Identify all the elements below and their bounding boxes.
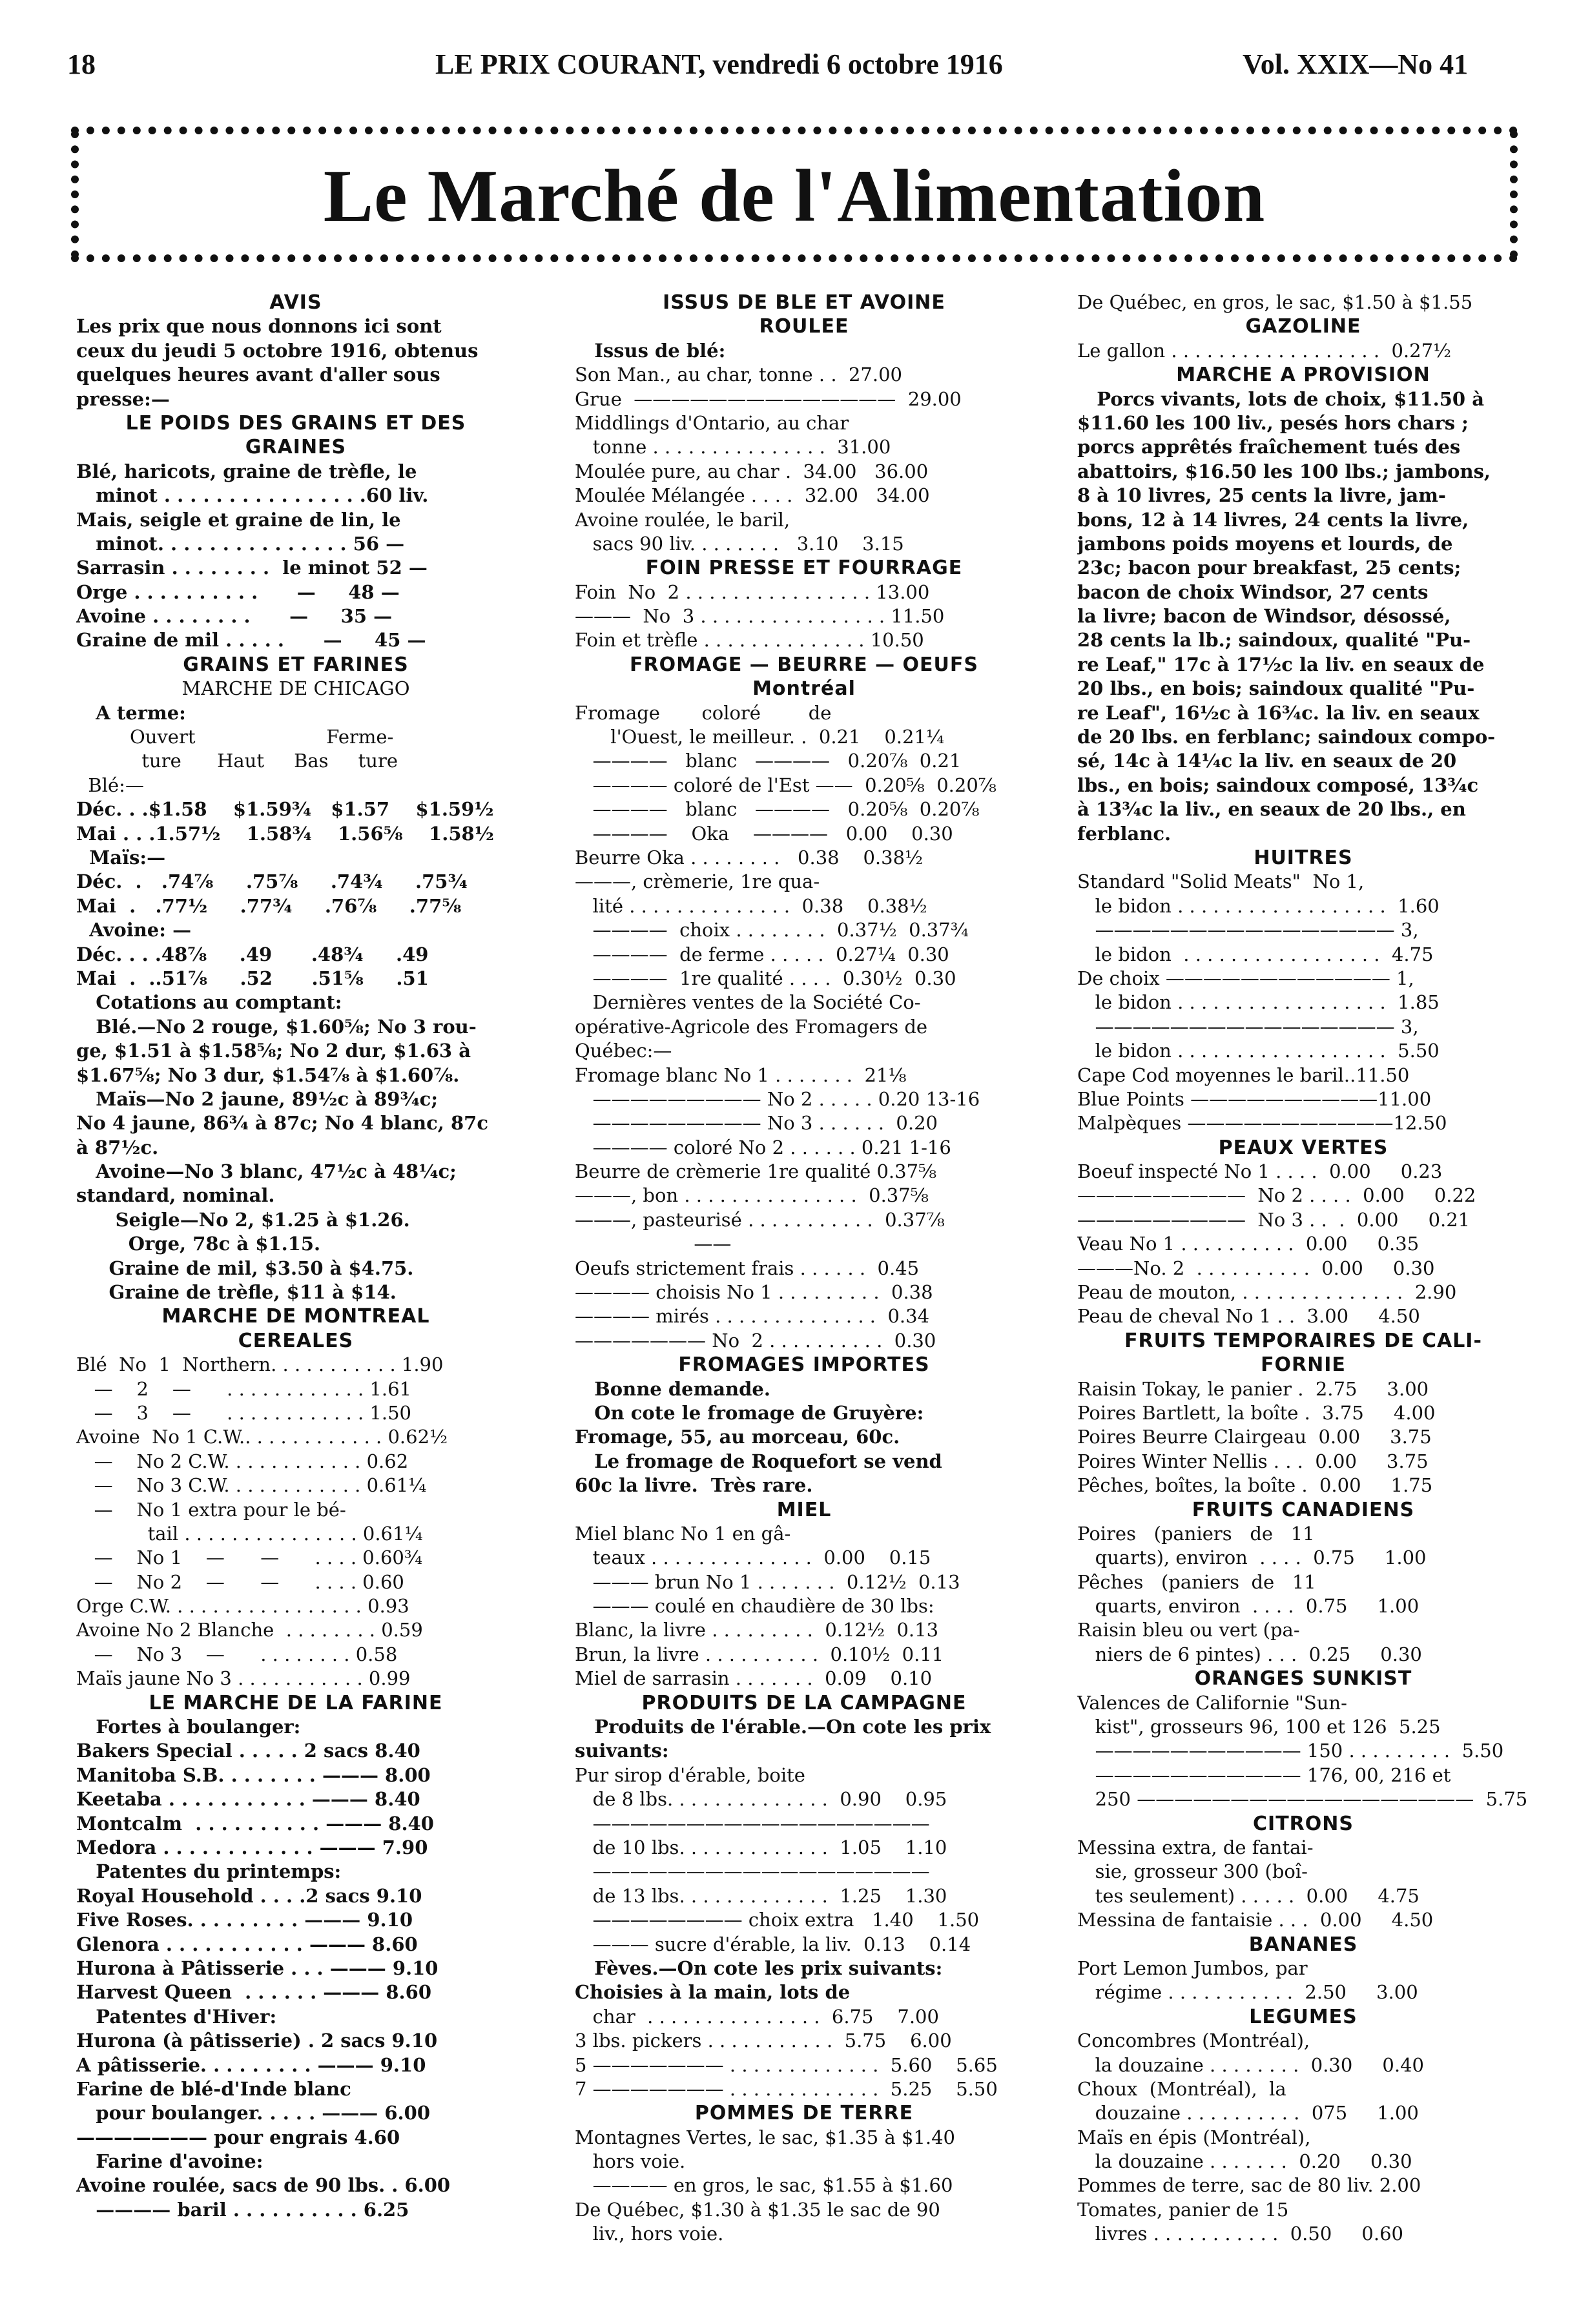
text-line: Orge, 78c à $1.15.: [76, 1233, 321, 1255]
text-line: tes seulement) . . . . . 0.00 4.75: [1077, 1884, 1420, 1907]
text-line: de 8 lbs. . . . . . . . . . . . . . 0.90 0.95: [575, 1788, 947, 1811]
text-line: No 4 jaune, 86¾ à 87c; No 4 blanc, 87c: [76, 1112, 488, 1135]
text-line: MARCHE DE CHICAGO: [181, 677, 410, 700]
text-line: ——————— pour engrais 4.60: [76, 2126, 400, 2148]
text-line: ——— sucre d'érable, la liv. 0.13 0.14: [575, 1933, 971, 1955]
section-heading: ROULEE: [759, 315, 849, 338]
section-heading: PRODUITS DE LA CAMPAGNE: [641, 1691, 967, 1714]
section-heading: LEGUMES: [1249, 2005, 1358, 2028]
text-line: Tomates, panier de 15: [1077, 2198, 1289, 2221]
text-line: Avoine No 2 Blanche . . . . . . . . 0.59: [76, 1619, 423, 1641]
text-line: Issus de blé:: [575, 339, 726, 362]
text-line: ————————— No 3 . . . 0.00 0.21: [1077, 1208, 1471, 1231]
section-heading: LE MARCHE DE LA FARINE: [149, 1691, 443, 1714]
text-line: ture Haut Bas ture: [76, 750, 398, 772]
text-line: Concombres (Montréal),: [1077, 2030, 1310, 2052]
text-line: Mai . . .1.57½ 1.58¾ 1.56⅝ 1.58½: [76, 822, 494, 845]
text-line: Avoine No 1 C.W.. . . . . . . . . . . . 0.62½: [76, 1426, 448, 1448]
text-line: presse:—: [76, 387, 170, 410]
text-line: Fromage coloré de: [575, 701, 832, 724]
text-line: Poires Beurre Clairgeau 0.00 3.75: [1077, 1426, 1432, 1448]
text-line: ——: [575, 1233, 732, 1255]
text-line: Mais, seigle et graine de lin, le: [76, 508, 401, 531]
text-line: De Québec, $1.30 à $1.35 le sac de 90: [575, 2198, 940, 2221]
text-line: Choisies à la main, lots de: [575, 1981, 851, 2004]
text-line: ——— brun No 1 . . . . . . . 0.12½ 0.13: [575, 1570, 960, 1593]
text-line: Foin No 2 . . . . . . . . . . . . . . . . 13.00: [575, 581, 930, 603]
text-line: ———— coloré No 2 . . . . . . 0.21 1-16: [575, 1136, 951, 1158]
text-line: Grue —————————————— 29.00: [575, 387, 962, 410]
text-line: ferblanc.: [1077, 822, 1172, 845]
text-line: Farine de blé-d'Inde blanc: [76, 2077, 351, 2100]
text-line: Graine de mil, $3.50 à $4.75.: [76, 1257, 414, 1279]
text-line: ——————————— 150 . . . . . . . . . 5.50: [1077, 1740, 1504, 1762]
text-line: la douzaine . . . . . . . . 0.30 0.40: [1077, 2053, 1424, 2076]
text-line: Hurona à Pâtisserie . . . ——— 9.10: [76, 1957, 439, 1979]
text-line: Fortes à boulanger:: [76, 1716, 301, 1738]
text-line: bacon de choix Windsor, 27 cents: [1077, 581, 1429, 603]
text-line: Peau de mouton, . . . . . . . . . . . . . . 2.90: [1077, 1281, 1457, 1304]
text-line: $11.60 les 100 liv., pesés hors chars ;: [1077, 411, 1469, 434]
text-line: de 20 lbs. en ferblanc; saindoux compo-: [1077, 726, 1496, 748]
text-line: Foin et trèfle . . . . . . . . . . . . . . 10.50: [575, 629, 924, 652]
text-line: Middlings d'Ontario, au char: [575, 411, 849, 434]
text-line: Cotations au comptant:: [76, 991, 342, 1014]
text-line: Blanc, la livre . . . . . . . . . 0.12½ 0.13: [575, 1619, 939, 1641]
text-line: ——————— No 2 . . . . . . . . . . 0.30: [575, 1329, 936, 1352]
text-line: Patentes d'Hiver:: [76, 2005, 277, 2028]
text-line: Blue Points ——————————11.00: [1077, 1087, 1432, 1110]
text-line: le bidon . . . . . . . . . . . . . . . . . 4.75: [1077, 943, 1434, 965]
column-3: [1077, 291, 1529, 2247]
text-line: sé, 14c à 14¼c la liv. en seaux de 20: [1077, 750, 1457, 772]
text-line: ———— blanc ———— 0.20⅝ 0.20⅞: [575, 798, 980, 821]
section-heading: MARCHE A PROVISION: [1176, 364, 1430, 387]
text-line: Moulée Mélangée . . . . 32.00 34.00: [575, 484, 930, 507]
volume-number: Vol. XXIX—No 41: [1243, 48, 1469, 80]
text-line: sacs 90 liv. . . . . . . . 3.10 3.15: [575, 532, 904, 555]
running-header: [67, 48, 1538, 80]
section-heading: FRUITS TEMPORAIRES DE CALI-: [1124, 1329, 1482, 1352]
text-line: — 2 — . . . . . . . . . . . . 1.61: [76, 1377, 411, 1400]
section-heading: MIEL: [776, 1498, 832, 1521]
text-line: ———— mirés . . . . . . . . . . . . . . 0.34: [575, 1305, 930, 1328]
text-line: Pêches, boîtes, la boîte . 0.00 1.75: [1077, 1474, 1433, 1497]
text-line: Valences de Californie "Sun-: [1077, 1691, 1347, 1714]
text-line: 20 lbs., en bois; saindoux qualité "Pu-: [1077, 677, 1475, 700]
text-line: régime . . . . . . . . . . . 2.50 3.00: [1077, 1981, 1418, 2004]
section-heading: ORANGES SUNKIST: [1194, 1667, 1412, 1691]
section-heading: POMMES DE TERRE: [694, 2102, 914, 2125]
text-line: minot. . . . . . . . . . . . . . . 56 —: [76, 532, 405, 555]
text-line: char . . . . . . . . . . . . . . . 6.75 7.00: [575, 2005, 939, 2028]
text-line: Blé No 1 Northern. . . . . . . . . . . 1.90: [76, 1353, 444, 1376]
text-line: Standard "Solid Meats" No 1,: [1077, 870, 1365, 893]
text-line: 250 —————————————————— 5.75: [1077, 1788, 1528, 1811]
text-line: Messina de fantaisie . . . 0.00 4.50: [1077, 1909, 1434, 1931]
text-line: minot . . . . . . . . . . . . . . . .60 liv.: [76, 484, 429, 507]
text-line: standard, nominal.: [76, 1184, 275, 1207]
text-line: niers de 6 pintes) . . . 0.25 0.30: [1077, 1643, 1422, 1665]
text-line: ———, pasteurisé . . . . . . . . . . . 0.37⅞: [575, 1208, 945, 1231]
text-line: Blé, haricots, graine de trèfle, le: [76, 460, 417, 482]
text-line: Oeufs strictement frais . . . . . . 0.45: [575, 1257, 920, 1279]
section-heading: GAZOLINE: [1245, 315, 1361, 338]
text-line: liv., hors voie.: [575, 2223, 724, 2245]
text-line: ——————————— 176, 00, 216 et: [1077, 1764, 1451, 1786]
text-line: Déc. . . .48⅞ .49 .48¾ .49: [76, 943, 429, 965]
text-line: Avoine roulée, le baril,: [575, 508, 790, 531]
text-line: Orge . . . . . . . . . . — 48 —: [76, 581, 400, 603]
text-line: $1.67⅝; No 3 dur, $1.54⅞ à $1.60⅞.: [76, 1064, 460, 1086]
text-line: ———— blanc ———— 0.20⅞ 0.21: [575, 750, 962, 772]
section-heading: AVIS: [269, 291, 322, 314]
text-line: Poires Winter Nellis . . . 0.00 3.75: [1077, 1450, 1429, 1472]
text-line: ————————— No 3 . . . . . . 0.20: [575, 1112, 938, 1135]
text-line: kist", grosseurs 96, 100 et 126 5.25: [1077, 1716, 1441, 1738]
text-line: Pêches (paniers de 11: [1077, 1570, 1316, 1593]
text-line: Maïs:—: [76, 846, 166, 869]
text-line: Port Lemon Jumbos, par: [1077, 1957, 1308, 1979]
text-line: Pur sirop d'érable, boite: [575, 1764, 805, 1786]
text-line: de 10 lbs. . . . . . . . . . . . . 1.05 1.10: [575, 1836, 947, 1858]
text-line: 7 ——————— . . . . . . . . . . . . . 5.25 5.50: [575, 2077, 998, 2100]
text-line: — No 2 — — . . . . 0.60: [76, 1570, 404, 1593]
text-line: le bidon . . . . . . . . . . . . . . . . . . 1.60: [1077, 894, 1440, 917]
text-line: ————————— No 2 . . . . . 0.20 13-16: [575, 1087, 980, 1110]
text-line: Blé.—No 2 rouge, $1.60⅝; No 3 rou-: [76, 1015, 477, 1038]
text-line: ———No. 2 . . . . . . . . . . 0.00 0.30: [1077, 1257, 1435, 1279]
text-line: Poires Bartlett, la boîte . 3.75 4.00: [1077, 1401, 1436, 1424]
text-line: Beurre Oka . . . . . . . . 0.38 0.38½: [575, 846, 924, 869]
text-line: Cape Cod moyennes le baril..11.50: [1077, 1064, 1410, 1086]
text-line: Beurre de crèmerie 1re qualité 0.37⅝: [575, 1160, 937, 1183]
section-heading: Montréal: [752, 677, 856, 701]
text-line: l'Ouest, le meilleur. . 0.21 0.21¼: [575, 726, 945, 748]
text-line: Sarrasin . . . . . . . . le minot 52 —: [76, 557, 428, 579]
text-line: 28 cents la lb.; saindoux, qualité "Pu-: [1077, 629, 1471, 652]
text-line: la douzaine . . . . . . . 0.20 0.30: [1077, 2150, 1412, 2173]
text-line: De Québec, en gros, le sac, $1.50 à $1.55: [1077, 291, 1473, 313]
text-line: ———— baril . . . . . . . . . . 6.25: [76, 2198, 409, 2221]
text-line: Raisin bleu ou vert (pa-: [1077, 1619, 1300, 1641]
text-line: Veau No 1 . . . . . . . . . . 0.00 0.35: [1077, 1233, 1420, 1255]
text-line: opérative-Agricole des Fromagers de: [575, 1015, 928, 1038]
text-line: la livre; bacon de Windsor, désossé,: [1077, 605, 1451, 628]
text-line: On cote le fromage de Gruyère:: [575, 1401, 924, 1424]
text-line: Fèves.—On cote les prix suivants:: [575, 1957, 943, 1979]
text-line: Bonne demande.: [575, 1377, 770, 1400]
column-2: [575, 291, 1033, 2247]
text-line: Le gallon . . . . . . . . . . . . . . . . . . 0.27½: [1077, 339, 1452, 362]
text-line: Maïs—No 2 jaune, 89½c à 89¾c;: [76, 1087, 439, 1110]
section-heading: HUITRES: [1254, 846, 1353, 869]
section-heading: ISSUS DE BLE ET AVOINE: [663, 291, 945, 314]
section-heading: BANANES: [1248, 1933, 1358, 1956]
text-line: Fromage blanc No 1 . . . . . . . 21⅛: [575, 1064, 907, 1086]
text-line: ———— de ferme . . . . . 0.27¼ 0.30: [575, 943, 949, 965]
section-heading: CITRONS: [1253, 1812, 1354, 1835]
text-line: ——— coulé en chaudière de 30 lbs:: [575, 1595, 934, 1618]
text-line: Pommes de terre, sac de 80 liv. 2.00: [1077, 2174, 1421, 2197]
section-heading: FROMAGE — BEURRE — OEUFS: [630, 653, 978, 676]
section-heading: MARCHE DE MONTREAL: [161, 1305, 430, 1328]
text-line: — No 2 C.W. . . . . . . . . . . . 0.62: [76, 1450, 409, 1472]
text-line: Hurona (à pâtisserie) . 2 sacs 9.10: [76, 2030, 438, 2052]
section-heading: LE POIDS DES GRAINS ET DES: [125, 411, 466, 435]
text-line: Seigle—No 2, $1.25 à $1.26.: [76, 1208, 410, 1231]
title-banner: [71, 127, 1518, 262]
text-line: ———, crèmerie, 1re qua-: [575, 870, 820, 893]
text-line: Avoine: —: [76, 919, 192, 941]
text-line: Bakers Special . . . . . 2 sacs 8.40: [76, 1740, 420, 1762]
text-line: porcs apprêtés fraîchement tués des: [1077, 436, 1461, 458]
text-line: Avoine roulée, sacs de 90 lbs. . 6.00: [76, 2174, 451, 2197]
text-line: 60c la livre. Très rare.: [575, 1474, 813, 1497]
text-line: Avoine—No 3 blanc, 47½c à 48¼c;: [76, 1160, 457, 1183]
text-line: Son Man., au char, tonne . . 27.00: [575, 364, 903, 386]
text-line: teaux . . . . . . . . . . . . . . 0.00 0.15: [575, 1547, 931, 1569]
text-line: Maïs jaune No 3 . . . . . . . . . . . 0.99: [76, 1667, 411, 1690]
text-line: De choix ———————————— 1,: [1077, 967, 1414, 989]
text-line: pour boulanger. . . . . ——— 6.00: [76, 2102, 430, 2124]
text-line: Mai . .77½ .77¾ .76⅞ .77⅝: [76, 894, 462, 917]
text-line: abattoirs, $16.50 les 100 lbs.; jambons,: [1077, 460, 1491, 482]
text-line: 3 lbs. pickers . . . . . . . . . . . 5.75 6.00: [575, 2030, 952, 2052]
text-line: tonne . . . . . . . . . . . . . . . 31.00: [575, 436, 891, 458]
text-line: Miel blanc No 1 en gâ-: [575, 1522, 791, 1545]
text-line: Miel de sarrasin . . . . . . . 0.09 0.10: [575, 1667, 933, 1690]
text-line: Ouvert Ferme-: [76, 726, 394, 748]
text-line: Le fromage de Roquefort se vend: [575, 1450, 942, 1472]
section-heading: GRAINES: [245, 436, 347, 459]
section-heading: PEAUX VERTES: [1218, 1136, 1389, 1159]
text-line: Orge C.W. . . . . . . . . . . . . . . . . 0.93: [76, 1595, 409, 1618]
text-line: — No 3 C.W. . . . . . . . . . . . 0.61¼: [76, 1474, 427, 1497]
text-line: Brun, la livre . . . . . . . . . . 0.10½ 0.11: [575, 1643, 944, 1665]
text-line: ———— choix . . . . . . . . 0.37½ 0.37¾: [575, 919, 969, 941]
text-line: Royal Household . . . .2 sacs 9.10: [76, 1884, 422, 1907]
text-line: Glenora . . . . . . . . . . . ——— 8.60: [76, 1933, 418, 1955]
text-line: à 87½c.: [76, 1136, 159, 1158]
text-line: A terme:: [76, 701, 186, 724]
text-line: suivants:: [575, 1740, 669, 1762]
text-line: ———— Oka ———— 0.00 0.30: [575, 822, 953, 845]
text-line: Messina extra, de fantai-: [1077, 1836, 1314, 1858]
text-line: Manitoba S.B. . . . . . . . ——— 8.00: [76, 1764, 431, 1786]
section-heading: CEREALES: [238, 1329, 354, 1352]
text-line: Medora . . . . . . . . . . . . ——— 7.90: [76, 1836, 428, 1858]
text-line: 8 à 10 livres, 25 cents la livre, jam-: [1077, 484, 1446, 507]
text-line: ——— No 3 . . . . . . . . . . . . . . . . 11.50: [575, 605, 945, 628]
text-line: — No 1 — — . . . . 0.60¾: [76, 1547, 422, 1569]
text-line: ——————————————————: [575, 1812, 930, 1835]
text-line: Montcalm . . . . . . . . . . ——— 8.40: [76, 1812, 434, 1835]
text-line: quelques heures avant d'aller sous: [76, 364, 440, 386]
text-line: jambons poids moyens et lourds, de: [1077, 532, 1453, 555]
section-heading: FROMAGES IMPORTES: [678, 1353, 930, 1377]
text-line: ———————————————— 3,: [1077, 919, 1419, 941]
text-line: sie, grosseur 300 (boî-: [1077, 1860, 1308, 1883]
section-heading: FORNIE: [1261, 1353, 1346, 1377]
text-line: Keetaba . . . . . . . . . . . ——— 8.40: [76, 1788, 420, 1811]
text-line: Blé:—: [76, 774, 144, 796]
column-1: [76, 291, 515, 2222]
text-line: bons, 12 à 14 livres, 24 cents la livre,: [1077, 508, 1469, 531]
text-line: 5 ——————— . . . . . . . . . . . . . 5.60 5.65: [575, 2053, 998, 2076]
text-line: à 13¾c la liv., en seaux de 20 lbs., en: [1077, 798, 1466, 821]
text-line: — No 3 — . . . . . . . . 0.58: [76, 1643, 398, 1665]
text-line: tail . . . . . . . . . . . . . . . 0.61¼: [76, 1522, 423, 1545]
text-line: — 3 — . . . . . . . . . . . . 1.50: [76, 1401, 411, 1424]
text-line: ———, bon . . . . . . . . . . . . . . . 0.37⅝: [575, 1184, 929, 1207]
section-heading: FOIN PRESSE ET FOURRAGE: [645, 557, 963, 580]
text-line: Farine d'avoine:: [76, 2150, 263, 2173]
text-line: ———— 1re qualité . . . . 0.30½ 0.30: [575, 967, 956, 989]
text-line: Avoine . . . . . . . . — 35 —: [76, 605, 393, 628]
text-line: Porcs vivants, lots de choix, $11.50 à: [1077, 387, 1484, 410]
text-line: le bidon . . . . . . . . . . . . . . . . . . 1.85: [1077, 991, 1440, 1014]
text-line: Harvest Queen . . . . . . ——— 8.60: [76, 1981, 431, 2004]
text-line: Graine de mil . . . . . — 45 —: [76, 629, 426, 652]
text-line: quarts, environ . . . . 0.75 1.00: [1077, 1595, 1420, 1618]
text-line: Patentes du printemps:: [76, 1860, 342, 1883]
running-title: LE PRIX COURANT, vendredi 6 octobre 1916: [435, 48, 1003, 80]
text-line: Dernières ventes de la Société Co-: [575, 991, 921, 1014]
text-line: ——————————————————: [575, 1860, 930, 1883]
text-line: de 13 lbs. . . . . . . . . . . . . 1.25 1.30: [575, 1884, 947, 1907]
text-line: hors voie.: [575, 2150, 686, 2173]
text-line: Poires (paniers de 11: [1077, 1522, 1315, 1545]
text-line: Les prix que nous donnons ici sont: [76, 315, 442, 338]
text-line: Choux (Montréal), la: [1077, 2077, 1286, 2100]
text-line: Raisin Tokay, le panier . 2.75 3.00: [1077, 1377, 1429, 1400]
text-line: Peau de cheval No 1 . . 3.00 4.50: [1077, 1305, 1420, 1328]
text-line: ———————————————— 3,: [1077, 1015, 1419, 1038]
text-line: Mai . ..51⅞ .52 .51⅝ .51: [76, 967, 429, 989]
text-line: Graine de trèfle, $11 à $14.: [76, 1281, 397, 1304]
text-line: Maïs en épis (Montréal),: [1077, 2126, 1311, 2148]
banner-title: Le Marché de l'Alimentation: [323, 155, 1266, 238]
text-line: Montagnes Vertes, le sac, $1.35 à $1.40: [575, 2126, 955, 2148]
section-heading: FRUITS CANADIENS: [1192, 1498, 1415, 1521]
section-heading: GRAINS ET FARINES: [183, 653, 409, 676]
text-line: Québec:—: [575, 1040, 672, 1062]
text-line: livres . . . . . . . . . . . 0.50 0.60: [1077, 2223, 1403, 2245]
text-line: — No 1 extra pour le bé-: [76, 1498, 346, 1521]
text-line: Boeuf inspecté No 1 . . . . 0.00 0.23: [1077, 1160, 1443, 1183]
text-line: lité . . . . . . . . . . . . . . 0.38 0.38½: [575, 894, 927, 917]
text-line: re Leaf", 16½c à 16¾c. la liv. en seaux: [1077, 701, 1480, 724]
text-line: ———— en gros, le sac, $1.55 à $1.60: [575, 2174, 953, 2197]
text-line: douzaine . . . . . . . . . . 075 1.00: [1077, 2102, 1419, 2124]
text-line: ge, $1.51 à $1.58⅝; No 2 dur, $1.63 à: [76, 1040, 471, 1062]
text-line: ———— coloré de l'Est —— 0.20⅝ 0.20⅞: [575, 774, 996, 796]
text-line: quarts), environ . . . . 0.75 1.00: [1077, 1547, 1427, 1569]
text-line: Produits de l'érable.—On cote les prix: [575, 1716, 991, 1738]
text-line: A pâtisserie. . . . . . . . . ——— 9.10: [76, 2053, 426, 2076]
text-line: Fromage, 55, au morceau, 60c.: [575, 1426, 900, 1448]
text-line: lbs., en bois; saindoux composé, 13¾c: [1077, 774, 1479, 796]
text-line: Malpèques ———————————12.50: [1077, 1112, 1447, 1135]
text-line: Five Roses. . . . . . . . . ——— 9.10: [76, 1909, 413, 1931]
page-number: 18: [67, 48, 96, 80]
text-line: Moulée pure, au char . 34.00 36.00: [575, 460, 929, 482]
text-line: Déc. . .74⅞ .75⅞ .74¾ .75¾: [76, 870, 468, 893]
text-line: Déc. . .$1.58 $1.59¾ $1.57 $1.59½: [76, 798, 494, 821]
text-line: ————————— No 2 . . . . 0.00 0.22: [1077, 1184, 1476, 1207]
text-line: 23c; bacon pour breakfast, 25 cents;: [1077, 557, 1461, 579]
text-line: re Leaf," 17c à 17½c la liv. en seaux de: [1077, 653, 1485, 675]
text-line: ———— choisis No 1 . . . . . . . . . 0.38: [575, 1281, 933, 1304]
text-line: le bidon . . . . . . . . . . . . . . . . . . 5.50: [1077, 1040, 1440, 1062]
text-line: ceux du jeudi 5 octobre 1916, obtenus: [76, 339, 479, 362]
text-line: ———————— choix extra 1.40 1.50: [575, 1909, 980, 1931]
